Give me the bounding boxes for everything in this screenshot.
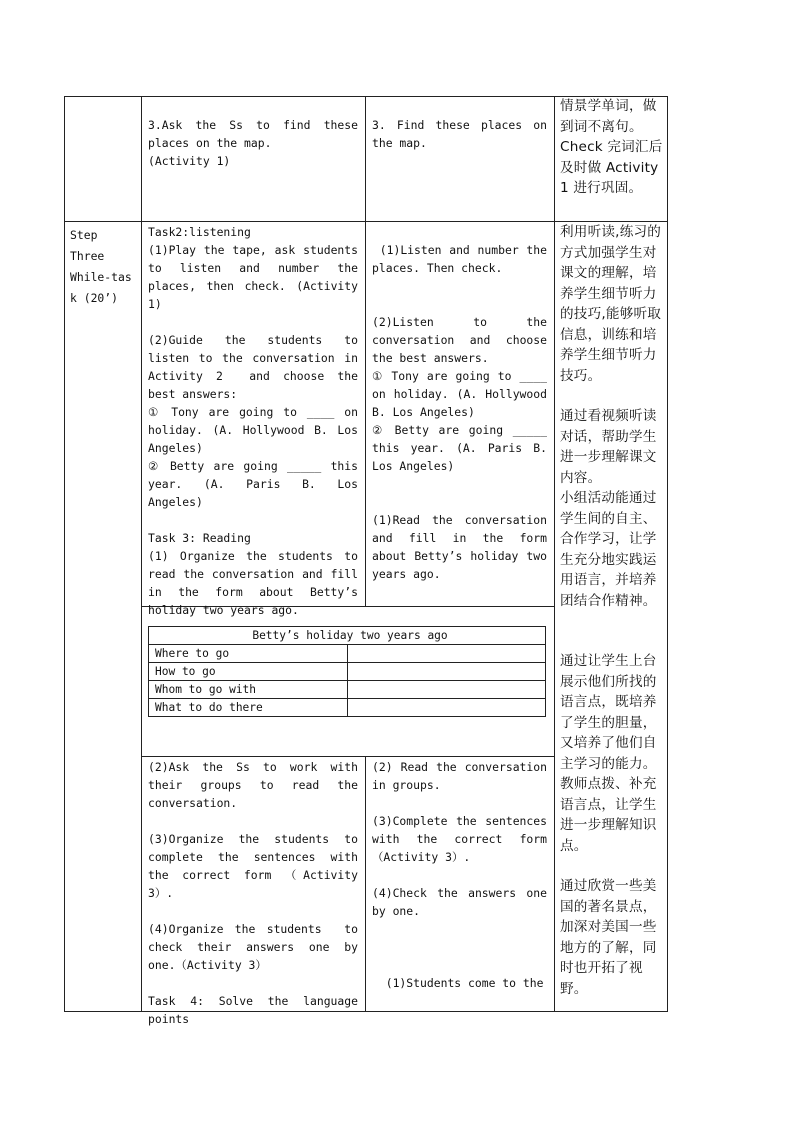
row-c-student-activity (372, 758, 554, 992)
teacher-item: (3)Organize the students to complete the sentences with the correct form （Activity 3）. (148, 832, 365, 900)
student-column-divider-top (365, 96, 366, 607)
purpose-item: 通过让学生上台展示他们所找的语言点，既培养了学生的胆量，又培养了他们自主学习的能力。教师点拨、补充语言点，让学生进一步理解知识点。 (560, 653, 657, 854)
student-item: ① Tony are going to ____ on holiday. (A. Hollywood B. Los Angeles) (372, 369, 554, 419)
purpose-item: 小组活动能通过学生间的自主、合作学习，让学生充分地实践运用语言，并培养团结合作精神。 (560, 490, 657, 609)
step-line: While-task (20’) (70, 270, 132, 305)
teacher-item: (4)Organize the students to check their answers one by one.（Activity 3） (148, 922, 365, 972)
step-column-divider (141, 96, 142, 1012)
purpose-item: 通过看视频听读对话，帮助学生进一步理解课文内容。 (560, 408, 657, 486)
teacher-item: Task 3: Reading (148, 531, 251, 545)
teacher-item: 3.Ask the Ss to find these places on the map. (148, 118, 365, 150)
form-answer-cell (348, 699, 546, 717)
row-a-design-purpose (560, 96, 664, 199)
student-item: (4)Check the answers one by one. (372, 886, 554, 918)
student-item: (2)Listen to the conversation and choose the best answers. (372, 315, 554, 365)
student-item: ② Betty are going _____ this year. (A. Paris B. Los Angeles) (372, 423, 554, 473)
betty-holiday-form (148, 626, 546, 717)
step-line: Step (70, 228, 98, 242)
teacher-item: (1)Play the tape, ask students to listen and number the places, then check. (Activity 1) (148, 243, 365, 311)
form-answer-cell (348, 663, 546, 681)
form-row-label: Where to go (149, 645, 348, 663)
form-title: Betty’s holiday two years ago (149, 627, 546, 645)
step-line: Three (70, 249, 105, 263)
table-right-border (667, 96, 668, 1012)
row-b-student-activity (372, 241, 554, 583)
form-answer-cell (348, 681, 546, 699)
teacher-item: Task 4: Solve the language points (148, 994, 365, 1026)
form-answer-cell (348, 645, 546, 663)
row-a-teacher-activity (148, 116, 365, 170)
form-row-label: Whom to go with (149, 681, 348, 699)
row-c-teacher-activity (148, 758, 365, 1028)
teacher-item: Task2:listening (148, 225, 251, 239)
teacher-item: (Activity 1) (148, 154, 231, 168)
teacher-item: ① Tony are going to ____ on holiday. (A. Hollywood B. Los Angeles) (148, 405, 365, 455)
teacher-item: ② Betty are going _____ this year. (A. Paris B. Los Angeles) (148, 459, 365, 509)
form-row-label: How to go (149, 663, 348, 681)
student-item: 3. Find these places on the map. (372, 118, 554, 150)
student-item: (2) Read the conversation in groups. (372, 760, 554, 792)
form-row-label: What to do there (149, 699, 348, 717)
teacher-item: (2)Ask the Ss to work with their groups to read the conversation. (148, 760, 365, 810)
student-item: (1)Students come to the (372, 976, 544, 990)
purpose-item: 通过欣赏一些美国的著名景点，加深对美国一些地方的了解，同时也开拓了视野。 (560, 878, 657, 997)
purpose-item: Check 完词汇后及时做 Activity 1 进行巩固。 (560, 139, 663, 196)
row-b-design-purpose (560, 222, 664, 999)
form-bottom-divider (141, 756, 554, 757)
table-left-border (64, 96, 65, 1012)
student-column-divider-bottom (365, 756, 366, 1012)
purpose-item: 情景学单词，做到词不离句。 (560, 98, 657, 135)
student-item: (3)Complete the sentences with the correct form （Activity 3）. (372, 814, 554, 864)
student-item: (1)Listen and number the places. Then check. (372, 243, 554, 275)
step-label (70, 225, 138, 309)
student-item: (1)Read the conversation and fill in the form about Betty’s holiday two years ago. (372, 513, 554, 581)
purpose-column-divider (554, 96, 555, 1012)
teacher-item: (1) Organize the students to read the conversation and fill in the form about Betty’s holiday two years ago. (148, 549, 365, 617)
row-b-teacher-activity (148, 223, 365, 619)
teacher-item: (2)Guide the students to listen to the conversation in Activity 2 and choose the best answers: (148, 333, 365, 401)
purpose-item: 利用听读,练习的方式加强学生对课文的理解，培养学生细节听力的技巧,能够听取信息，训练和培养学生细节听力技巧。 (560, 224, 662, 384)
row-a-student-activity (372, 116, 554, 152)
